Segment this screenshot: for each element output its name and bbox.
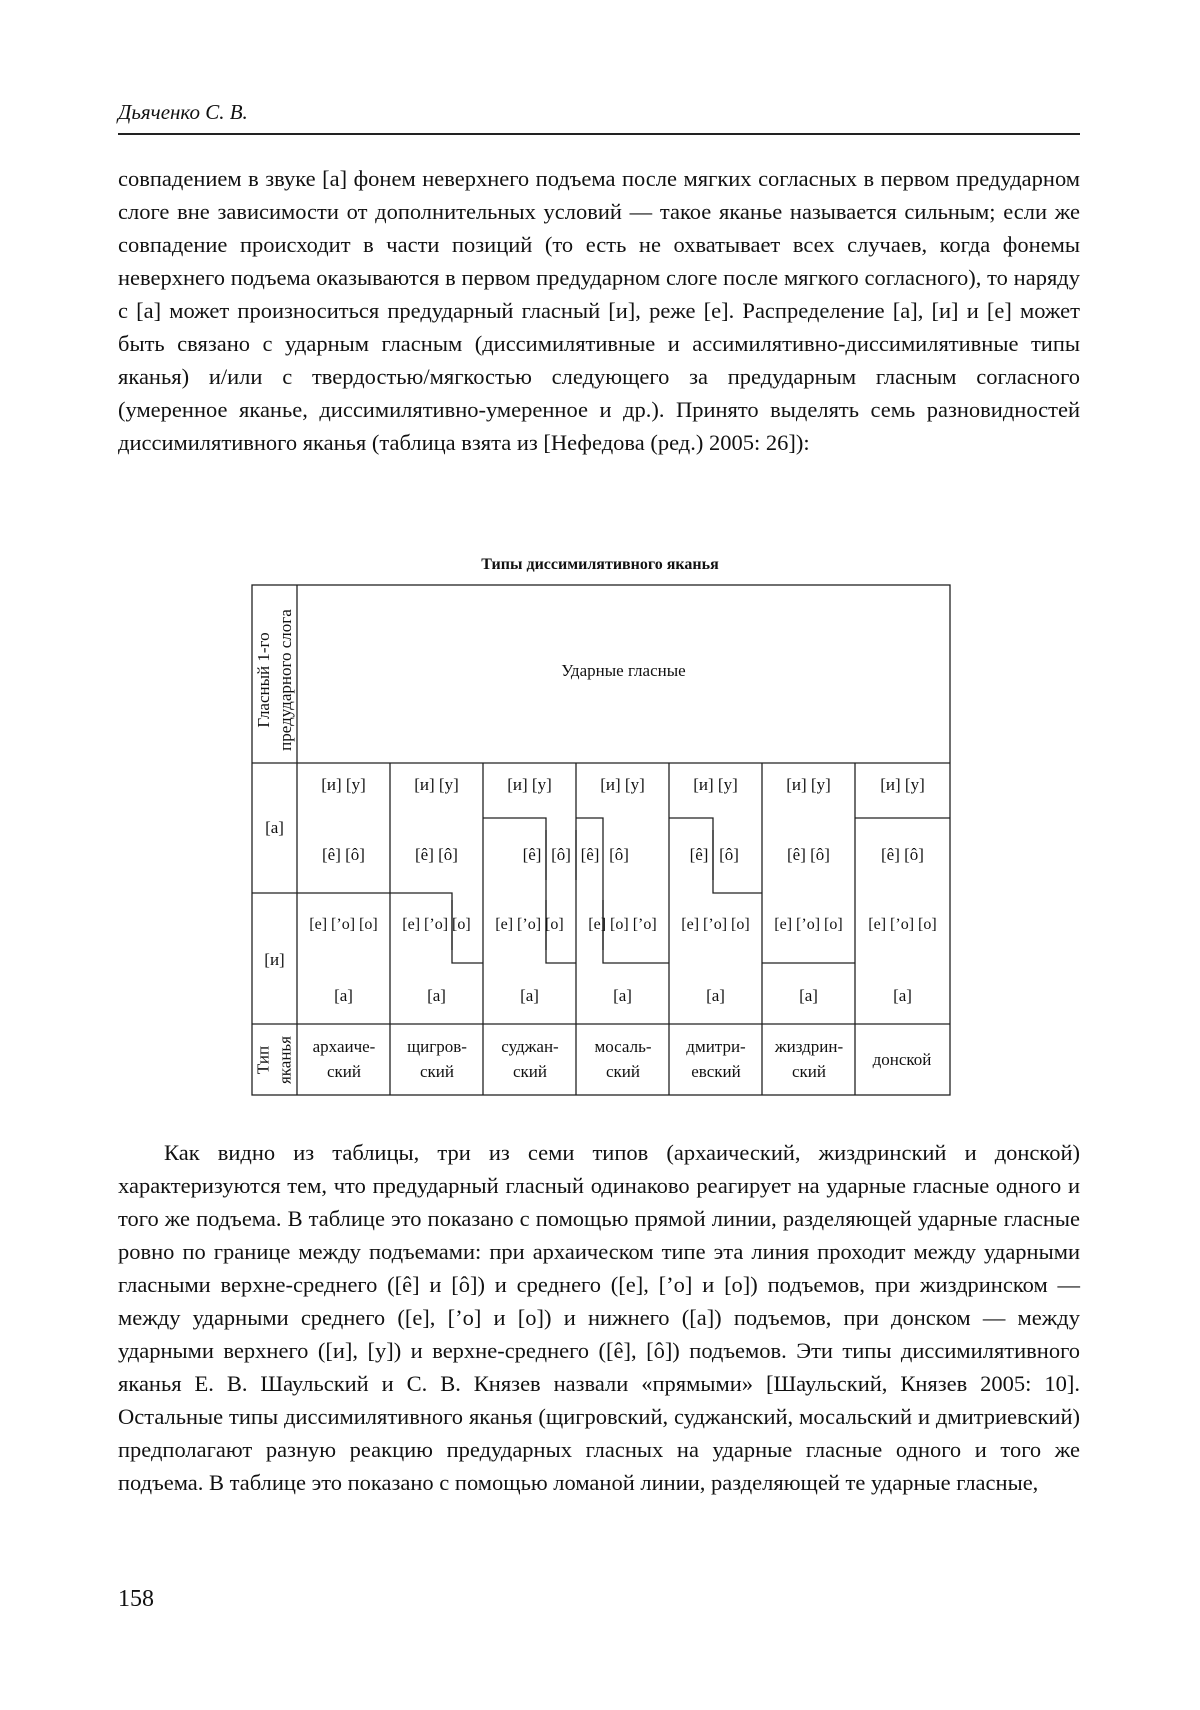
header-label: Ударные гласные	[561, 661, 686, 680]
row3-cell: [е] [о] [’о]	[588, 916, 657, 933]
row4-cell: [а]	[893, 986, 912, 1005]
row4-cell: [а]	[799, 986, 818, 1005]
row4-cell: [а]	[706, 986, 725, 1005]
row3-cell: [е] [’о] [о]	[774, 916, 843, 933]
row1-cell: [и] [у]	[786, 775, 831, 794]
type-label	[253, 1025, 297, 1096]
type-sudzhansky	[485, 1034, 575, 1084]
row1-cell: [и] [у]	[880, 775, 925, 794]
type-label-line1: Тип	[253, 1045, 273, 1075]
type-dmitrievsky	[671, 1034, 761, 1084]
type-line: дмитри-	[686, 1037, 746, 1056]
type-line: ский	[327, 1062, 361, 1081]
row3-cell: [е] [’о] [о]	[309, 916, 378, 933]
table-title: Типы диссимилятивного яканья	[481, 556, 719, 573]
type-line: суджан-	[501, 1037, 559, 1056]
row2-cell: [ô]	[551, 845, 571, 864]
type-label-line2: яканья	[275, 1035, 295, 1085]
row1-cell: [и] [у]	[693, 775, 738, 794]
corner-label	[253, 590, 297, 770]
row3-cell: [е] [’о] [о]	[868, 916, 937, 933]
type-line: ский	[420, 1062, 454, 1081]
type-shchigrovsky	[392, 1034, 482, 1084]
row3-cell: [е] [’о] [о]	[495, 916, 564, 933]
type-line: ский	[606, 1062, 640, 1081]
running-head: Дьяченко С. В.	[118, 100, 1080, 135]
row2-cell: [ê] [ô]	[415, 845, 458, 864]
row4-cell: [а]	[427, 986, 446, 1005]
row1-cell: [и] [у]	[414, 775, 459, 794]
type-line: щигров-	[407, 1037, 467, 1056]
row2-cell: [ê] [ô]	[322, 845, 365, 864]
row1-cell: [и] [у]	[600, 775, 645, 794]
row2-cell: [ê]	[522, 845, 542, 864]
row4-cell: [а]	[334, 986, 353, 1005]
type-line: мосаль-	[594, 1037, 652, 1056]
row-i-label: [и]	[264, 950, 285, 969]
row2-cell: [ô]	[719, 845, 739, 864]
type-line: жиздрин-	[774, 1037, 844, 1056]
paragraph-2: Как видно из таблицы, три из семи типов (архаический, жиздринский и донской) характеризуются тем, что предударный гласный одинаково реагирует на ударные гласные одного и того же подъема. В таблице это показано с помощью прямой линии, разделяющей ударные гласные ровно по границе между подъемами: при архаическом типе эта линия проходит между ударными гласными верхне-среднего ([ê] и [ô]) и среднего ([е], [’о] и [о]) подъемов, при жиздринском — между ударными среднего ([е], [’о] и [о]) и нижнего ([а]) подъемов, при донском — между ударными верхнего ([и], [у]) и верхне-среднего ([ê], [ô]) подъемов. Эти типы диссимилятивного яканья Е. В. Шаульский и С. В. Князев назвали «прямыми» [Шаульский, Князев 2005: 10]. Остальные типы диссимилятивного яканья (щигровский, суджанский, мосальский и дмитриевский) предполагают разную реакцию предударных гласных на ударные гласные одного и того же подъема. В таблице это показано с помощью ломаной линии, разделяющей те ударные гласные,	[118, 1140, 1080, 1495]
corner-label-line2: предударного слога	[276, 609, 295, 751]
type-line: евский	[691, 1062, 741, 1081]
row1-cell: [и] [у]	[321, 775, 366, 794]
row4-cell: [а]	[613, 986, 632, 1005]
page-number: 158	[118, 1586, 154, 1612]
type-line: архаиче-	[312, 1037, 376, 1056]
row2-cell: [ê]	[689, 845, 709, 864]
row-a-label: [а]	[265, 818, 284, 837]
paragraph-1: совпадением в звуке [а] фонем неверхнего подъема после мягких согласных в первом предударном слоге вне зависимости от дополнительных условий — такое яканье называется сильным; если же совпадение происходит в части позиций (то есть не охватывает всех случаев, когда фонемы неверхнего подъема оказываются в первом предударном слоге после мягкого согласного), то наряду с [а] может произноситься предударный гласный [и], реже [е]. Распределение [а], [и] и [е] может быть связано с ударным гласным (диссимилятивные и ассимилятивно-диссимилятивные типы яканья) и/или с твердостью/мягкостью следующего за предударным гласным согласного (умеренное яканье, диссимилятивно-умеренное и др.). Принято выделять семь разновидностей диссимилятивного яканья (таблица взята из [Нефедова (ред.) 2005: 26]):	[118, 166, 1080, 455]
row4-cell: [а]	[520, 986, 539, 1005]
type-donskoy	[857, 1047, 947, 1072]
row2-cell: [ê]	[580, 845, 600, 864]
row2-cell: [ê] [ô]	[881, 845, 924, 864]
type-line: донской	[872, 1050, 932, 1069]
type-line: ский	[792, 1062, 826, 1081]
corner-label-line1: Гласный 1-го	[254, 632, 273, 728]
type-archaic	[299, 1034, 389, 1084]
row1-cell: [и] [у]	[507, 775, 552, 794]
row3-cell: [е] [’о] [о]	[402, 916, 471, 933]
type-zhizdrinsky	[764, 1034, 854, 1084]
type-line: ский	[513, 1062, 547, 1081]
row3-cell: [е] [’о] [о]	[681, 916, 750, 933]
row2-cell: [ê] [ô]	[787, 845, 830, 864]
type-mosalsky	[578, 1034, 668, 1084]
row2-cell: [ô]	[609, 845, 629, 864]
